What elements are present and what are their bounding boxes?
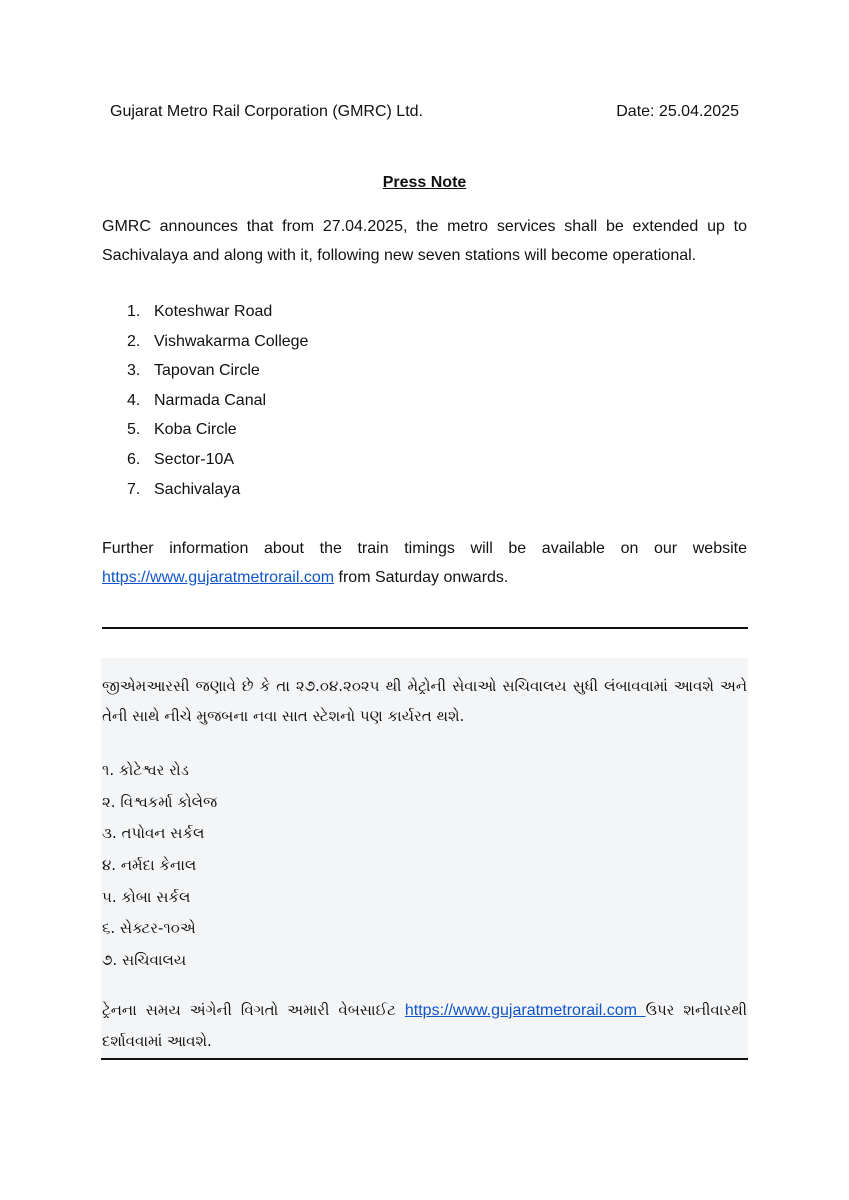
list-item: ૨. વિશ્વકર્મા કોલેજ bbox=[102, 792, 218, 811]
list-item bbox=[127, 475, 308, 505]
section-divider bbox=[102, 627, 748, 629]
further-info-suffix: ઉપર શનીવારથી દર્શાવવામાં આવશે. bbox=[102, 1001, 748, 1050]
further-info-text: ટ્રેનના સમય અંગેની વિગતો અમારી વેબસાઈટ bbox=[102, 1001, 405, 1019]
station-name: Koteshwar Road bbox=[154, 303, 273, 320]
station-name: Sachivalaya bbox=[154, 480, 241, 498]
press-note-date: Date: 25.04.2025 bbox=[616, 103, 739, 120]
station-name: Vishwakarma College bbox=[154, 332, 309, 350]
gujarati-intro-paragraph: જીએમઆરસી જણાવે છે કે તા ૨૭.૦૪.૨૦૨૫ થી મેટ્રોની સેવાઓ સચિવાલય સુધી લંબાવવામાં આવશે અને તેની સાથે નીચે મુજબના નવા સાત સ્ટેશનો પણ કાર્યરત થશે. bbox=[102, 677, 747, 725]
station-name: Koba Circle bbox=[154, 421, 237, 439]
list-number: 7. bbox=[127, 480, 141, 498]
english-station-list bbox=[127, 297, 308, 504]
station-name: Sector-10A bbox=[154, 450, 235, 468]
gujarati-further-info bbox=[102, 995, 747, 1056]
gujarati-station-list bbox=[102, 755, 217, 977]
website-link[interactable]: https://www.gujaratmetrorail.com bbox=[404, 1002, 646, 1019]
list-item: ૩. તપોવન સર્કલ bbox=[102, 824, 205, 843]
organization-name: Gujarat Metro Rail Corporation (GMRC) Ltd. bbox=[110, 103, 423, 120]
list-item bbox=[127, 297, 308, 327]
list-item bbox=[127, 356, 308, 386]
further-info-text: Further information about the train timings will be available on our website bbox=[102, 540, 747, 557]
english-further-info bbox=[102, 534, 747, 592]
list-number: 3. bbox=[127, 362, 141, 380]
list-item bbox=[127, 386, 308, 416]
list-item bbox=[127, 327, 308, 357]
list-number: 1. bbox=[127, 303, 141, 320]
list-item: ૬. સેક્ટર-૧૦એ bbox=[102, 919, 196, 938]
english-intro-paragraph: GMRC announces that from 27.04.2025, the metro services shall be extended up to Sachivalaya and along with it, following new seven stations will become operational. bbox=[102, 218, 747, 264]
list-item: ૭. સચિવાલય bbox=[102, 951, 187, 970]
list-number: 5. bbox=[127, 421, 141, 439]
list-number: 6. bbox=[127, 450, 141, 468]
list-item bbox=[127, 445, 308, 475]
list-item: ૪. નર્મદા કેનાલ bbox=[102, 856, 197, 875]
station-name: Narmada Canal bbox=[154, 391, 267, 409]
list-number: 4. bbox=[127, 391, 141, 409]
further-info-suffix: from Saturday onwards. bbox=[334, 569, 509, 586]
list-item: ૧. કોટેશ્વર રોડ bbox=[102, 761, 189, 779]
website-link[interactable]: https://www.gujaratmetrorail.com bbox=[102, 569, 335, 586]
page-title: Press Note bbox=[382, 174, 467, 191]
list-item bbox=[127, 415, 308, 445]
station-name: Tapovan Circle bbox=[154, 362, 260, 380]
letter-header bbox=[110, 103, 739, 125]
list-number: 2. bbox=[127, 332, 141, 350]
list-item: ૫. કોબા સર્કલ bbox=[102, 887, 191, 906]
